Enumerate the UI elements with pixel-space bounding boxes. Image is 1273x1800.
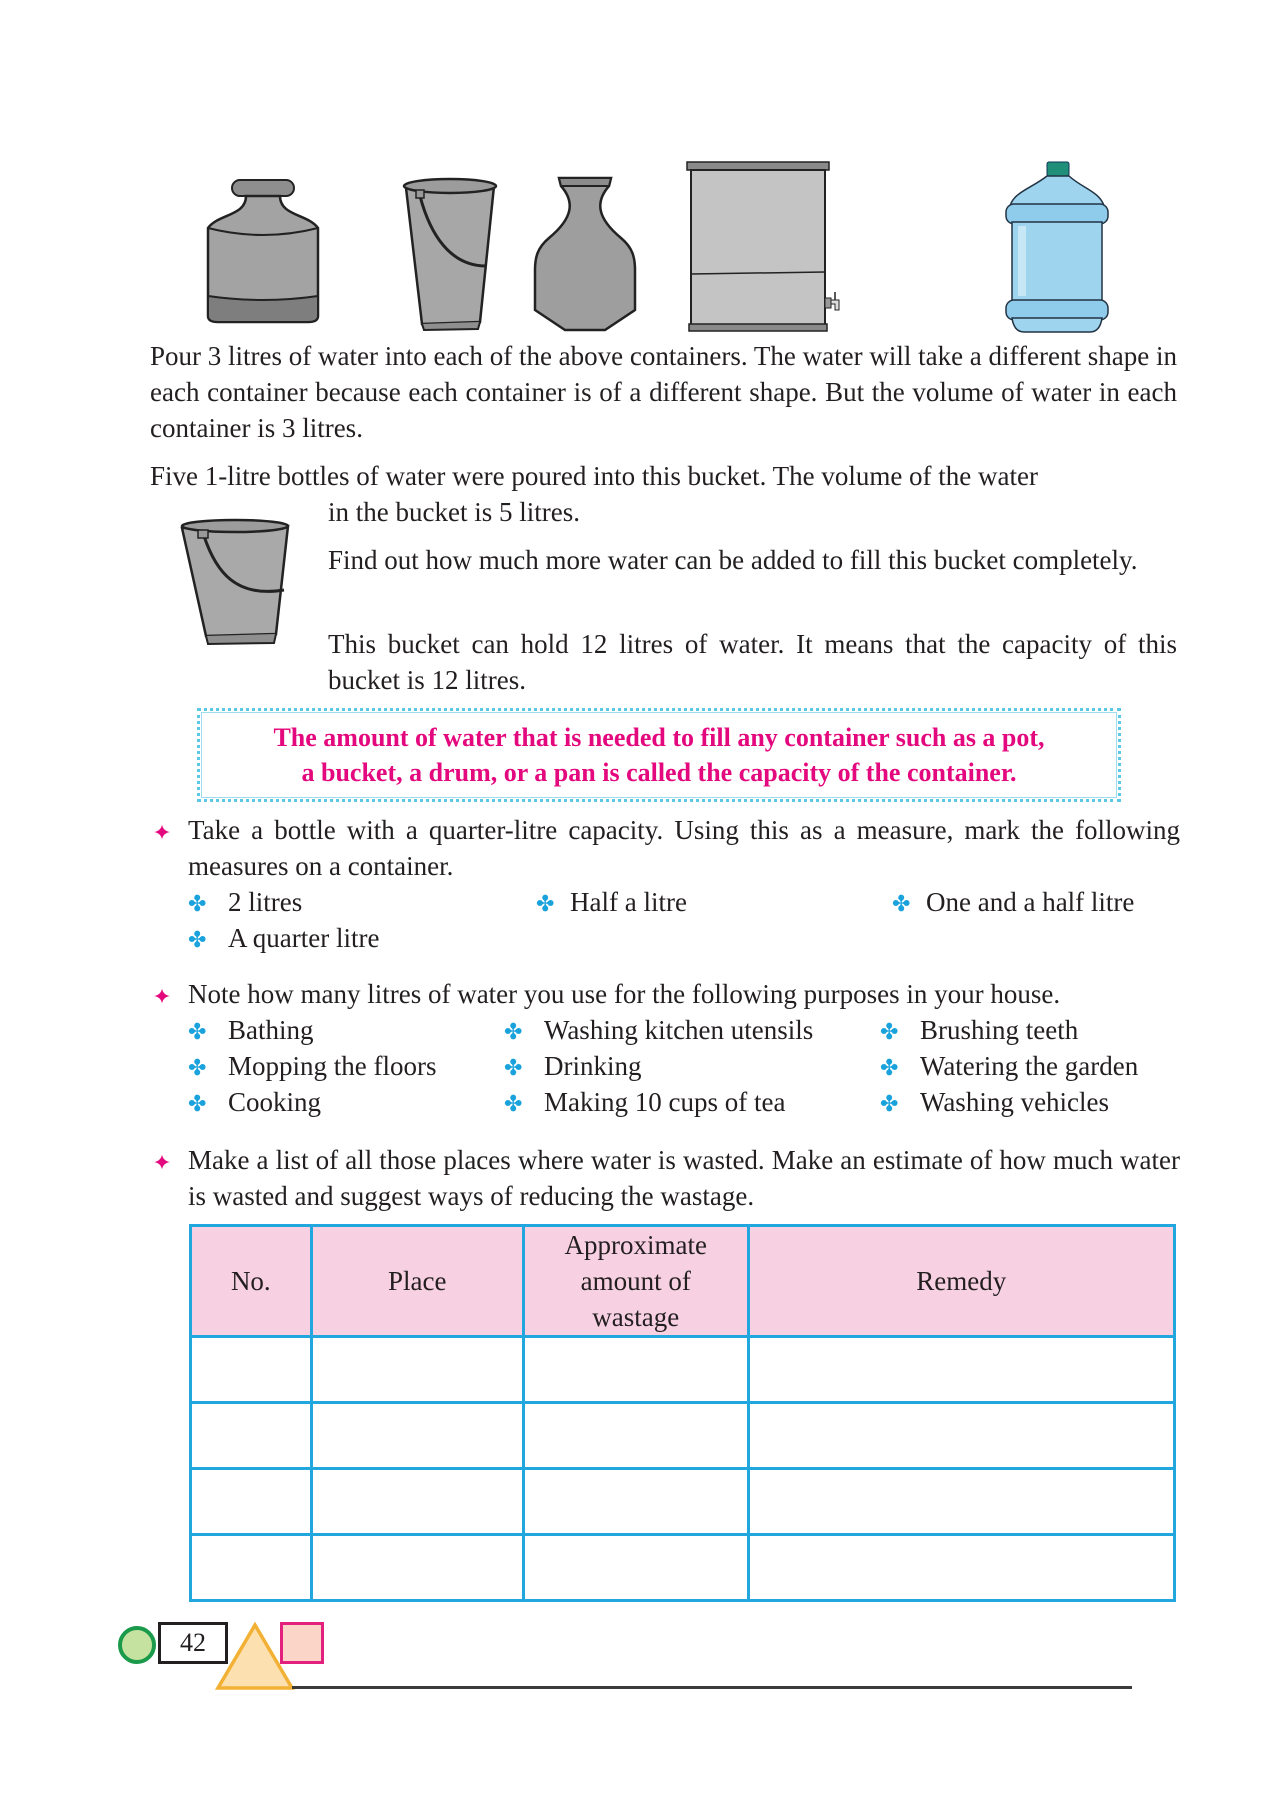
page-number: 42 bbox=[158, 1622, 228, 1664]
footer-circle-icon bbox=[118, 1626, 156, 1664]
bullet-icon: ✤ bbox=[880, 1055, 899, 1080]
table-row bbox=[191, 1535, 1175, 1601]
cell-place[interactable] bbox=[311, 1535, 523, 1601]
bullet-icon: ✤ bbox=[188, 1091, 207, 1116]
bullet-icon: ✤ bbox=[504, 1091, 523, 1116]
wastage-table bbox=[189, 1224, 1176, 1602]
cell-amount[interactable] bbox=[523, 1469, 748, 1535]
bucket-icon bbox=[400, 174, 500, 334]
definition-box bbox=[197, 708, 1121, 802]
cell-remedy[interactable] bbox=[748, 1337, 1174, 1403]
task-quarter-litre bbox=[150, 812, 1180, 962]
footer-rule bbox=[292, 1686, 1132, 1689]
tank-icon bbox=[683, 158, 843, 338]
task-1-text: Take a bottle with a quarter-litre capacity. Using this as a measure, mark the following measures on a container. bbox=[188, 815, 1180, 881]
cell-no[interactable] bbox=[191, 1337, 312, 1403]
bucket-paragraph-line2: in the bucket is 5 litres. bbox=[328, 497, 580, 527]
task-1-item: ✤ 2 litres bbox=[188, 884, 302, 922]
cell-amount[interactable] bbox=[523, 1535, 748, 1601]
table-row bbox=[191, 1337, 1175, 1403]
task-2-item: ✤ Making 10 cups of tea bbox=[504, 1084, 785, 1122]
definition-line-2: a bucket, a drum, or a pan is called the capacity of the container. bbox=[301, 758, 1017, 787]
intro-paragraph: Pour 3 litres of water into each of the above containers. The water will take a different shape in each container because each container is of a different shape. But the volume of water in each container is 3 litres. bbox=[150, 341, 1177, 443]
bullet-icon: ✤ bbox=[892, 891, 911, 916]
cell-amount[interactable] bbox=[523, 1403, 748, 1469]
header-place: Place bbox=[311, 1226, 523, 1337]
bullet-icon: ✤ bbox=[880, 1091, 899, 1116]
bullet-icon: ✤ bbox=[188, 1055, 207, 1080]
bullet-icon: ✤ bbox=[504, 1019, 523, 1044]
task-2-text: Note how many litres of water you use for the following purposes in your house. bbox=[188, 979, 1061, 1009]
container-illustrations bbox=[190, 148, 1150, 338]
task-2-item: ✤ Bathing bbox=[188, 1012, 314, 1050]
water-jar-icon bbox=[1002, 160, 1112, 340]
bullet-icon: ✤ bbox=[880, 1019, 899, 1044]
pot-icon bbox=[198, 176, 328, 326]
task-1-item: ✤ Half a litre bbox=[536, 884, 687, 922]
footer-square-icon bbox=[280, 1622, 324, 1664]
cell-no[interactable] bbox=[191, 1535, 312, 1601]
diamond-bullet-icon bbox=[154, 820, 170, 844]
diamond-bullet-icon bbox=[154, 984, 170, 1008]
definition-line-1: The amount of water that is needed to fill any container such as a pot, bbox=[273, 723, 1045, 752]
task-1-item: ✤ A quarter litre bbox=[188, 920, 379, 958]
cell-no[interactable] bbox=[191, 1469, 312, 1535]
cell-no[interactable] bbox=[191, 1403, 312, 1469]
small-bucket-icon bbox=[176, 512, 296, 652]
task-3-text: Make a list of all those places where water is wasted. Make an estimate of how much water is wasted and suggest ways of reducing the wastage. bbox=[188, 1145, 1180, 1211]
task-2-item: ✤ Cooking bbox=[188, 1084, 321, 1122]
table-row bbox=[191, 1469, 1175, 1535]
bullet-icon: ✤ bbox=[188, 927, 207, 952]
cell-amount[interactable] bbox=[523, 1337, 748, 1403]
bullet-icon: ✤ bbox=[188, 1019, 207, 1044]
header-no: No. bbox=[191, 1226, 312, 1337]
bucket-paragraph-2: Find out how much more water can be added to fill this bucket completely. bbox=[328, 545, 1138, 575]
task-water-usage bbox=[150, 976, 1180, 1126]
task-2-item: ✤ Brushing teeth bbox=[880, 1012, 1078, 1050]
table-row bbox=[191, 1403, 1175, 1469]
cell-remedy[interactable] bbox=[748, 1469, 1174, 1535]
diamond-bullet-icon bbox=[154, 1150, 170, 1174]
bullet-icon: ✤ bbox=[504, 1055, 523, 1080]
bucket-paragraph-3: This bucket can hold 12 litres of water. It means that the capacity of this bucket is 12 litres. bbox=[328, 629, 1177, 695]
header-approx-amount: Approximate amount of wastage bbox=[523, 1226, 748, 1337]
table-header-row bbox=[191, 1226, 1175, 1337]
task-2-item: ✤ Mopping the floors bbox=[188, 1048, 437, 1086]
task-2-item: ✤ Watering the garden bbox=[880, 1048, 1138, 1086]
bucket-paragraph-line1: Five 1-litre bottles of water were poured into this bucket. The volume of the water bbox=[150, 461, 1038, 491]
vase-icon bbox=[525, 174, 645, 334]
task-1-item: ✤ One and a half litre bbox=[892, 884, 1134, 922]
cell-place[interactable] bbox=[311, 1403, 523, 1469]
task-2-item: ✤ Washing kitchen utensils bbox=[504, 1012, 813, 1050]
cell-place[interactable] bbox=[311, 1337, 523, 1403]
bullet-icon: ✤ bbox=[536, 891, 555, 916]
header-remedy: Remedy bbox=[748, 1226, 1174, 1337]
bullet-icon: ✤ bbox=[188, 891, 207, 916]
cell-remedy[interactable] bbox=[748, 1403, 1174, 1469]
task-2-item: ✤ Drinking bbox=[504, 1048, 642, 1086]
task-water-wastage bbox=[150, 1142, 1180, 1222]
cell-remedy[interactable] bbox=[748, 1535, 1174, 1601]
task-2-item: ✤ Washing vehicles bbox=[880, 1084, 1109, 1122]
cell-place[interactable] bbox=[311, 1469, 523, 1535]
